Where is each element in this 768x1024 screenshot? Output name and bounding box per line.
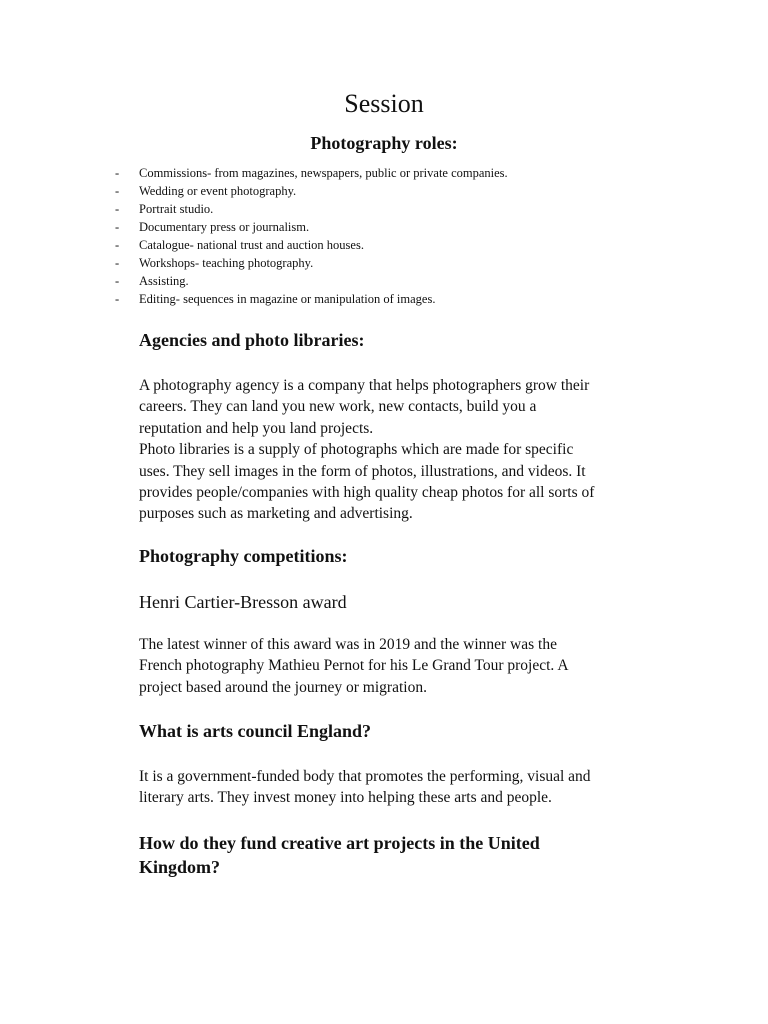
list-item [113, 254, 673, 272]
page-title: Session [344, 89, 424, 118]
list-item-text: Wedding or event photography. [139, 184, 297, 198]
bullet-dash: - [115, 166, 120, 180]
list-item-text: Workshops- teaching photography. [139, 256, 314, 270]
text-line: reputation and help you land projects. [139, 419, 374, 437]
heading-line: Kingdom? [139, 857, 221, 877]
bullet-dash: - [115, 238, 120, 252]
award-paragraph [139, 634, 684, 698]
bullet-dash: - [115, 256, 120, 270]
list-item [113, 272, 673, 290]
award-name: Henri Cartier-Bresson award [139, 592, 347, 612]
text-line: careers. They can land you new work, new contacts, build you a [139, 398, 537, 416]
text-line: French photography Mathieu Pernot for his Le Grand Tour project. A [139, 657, 569, 675]
text-line: A photography agency is a company that helps photographers grow their [139, 377, 590, 394]
list-item-text: Assisting. [139, 274, 189, 288]
text-line: The latest winner of this award was in 2019 and the winner was the [139, 636, 557, 653]
agency-paragraph [139, 375, 684, 525]
bullet-dash: - [115, 292, 120, 306]
funding-heading [139, 831, 699, 879]
text-line: Photo libraries is a supply of photographs which are made for specific [139, 441, 574, 459]
list-item [113, 200, 673, 218]
list-item [113, 182, 673, 200]
list-item [113, 236, 673, 254]
agencies-heading: Agencies and photo libraries: [139, 330, 365, 350]
list-item [113, 290, 673, 308]
heading-line: How do they fund creative art projects in the United [139, 833, 540, 853]
list-item [113, 164, 673, 182]
list-item-text: Catalogue- national trust and auction houses. [139, 238, 364, 252]
text-line: It is a government-funded body that promotes the performing, visual and [139, 768, 591, 785]
competitions-heading: Photography competitions: [139, 546, 348, 566]
list-item-text: Commissions- from magazines, newspapers, public or private companies. [139, 166, 508, 180]
photography-roles-heading: Photography roles: [310, 133, 458, 153]
bullet-dash: - [115, 220, 120, 234]
arts-council-heading: What is arts council England? [139, 721, 372, 741]
list-item-text: Editing- sequences in magazine or manipulation of images. [139, 292, 436, 306]
text-line: purposes such as marketing and advertising. [139, 505, 413, 523]
text-line: provides people/companies with high quality cheap photos for all sorts of [139, 484, 595, 502]
bullet-dash: - [115, 202, 120, 216]
list-item-text: Portrait studio. [139, 202, 214, 216]
text-line: literary arts. They invest money into helping these arts and people. [139, 789, 552, 807]
text-line: uses. They sell images in the form of photos, illustrations, and videos. It [139, 462, 586, 480]
bullet-dash: - [115, 184, 120, 198]
arts-council-paragraph [139, 766, 684, 809]
photography-roles-list [113, 164, 673, 308]
list-item-text: Documentary press or journalism. [139, 220, 310, 234]
text-line: project based around the journey or migration. [139, 678, 427, 696]
bullet-dash: - [115, 274, 120, 288]
list-item [113, 218, 673, 236]
